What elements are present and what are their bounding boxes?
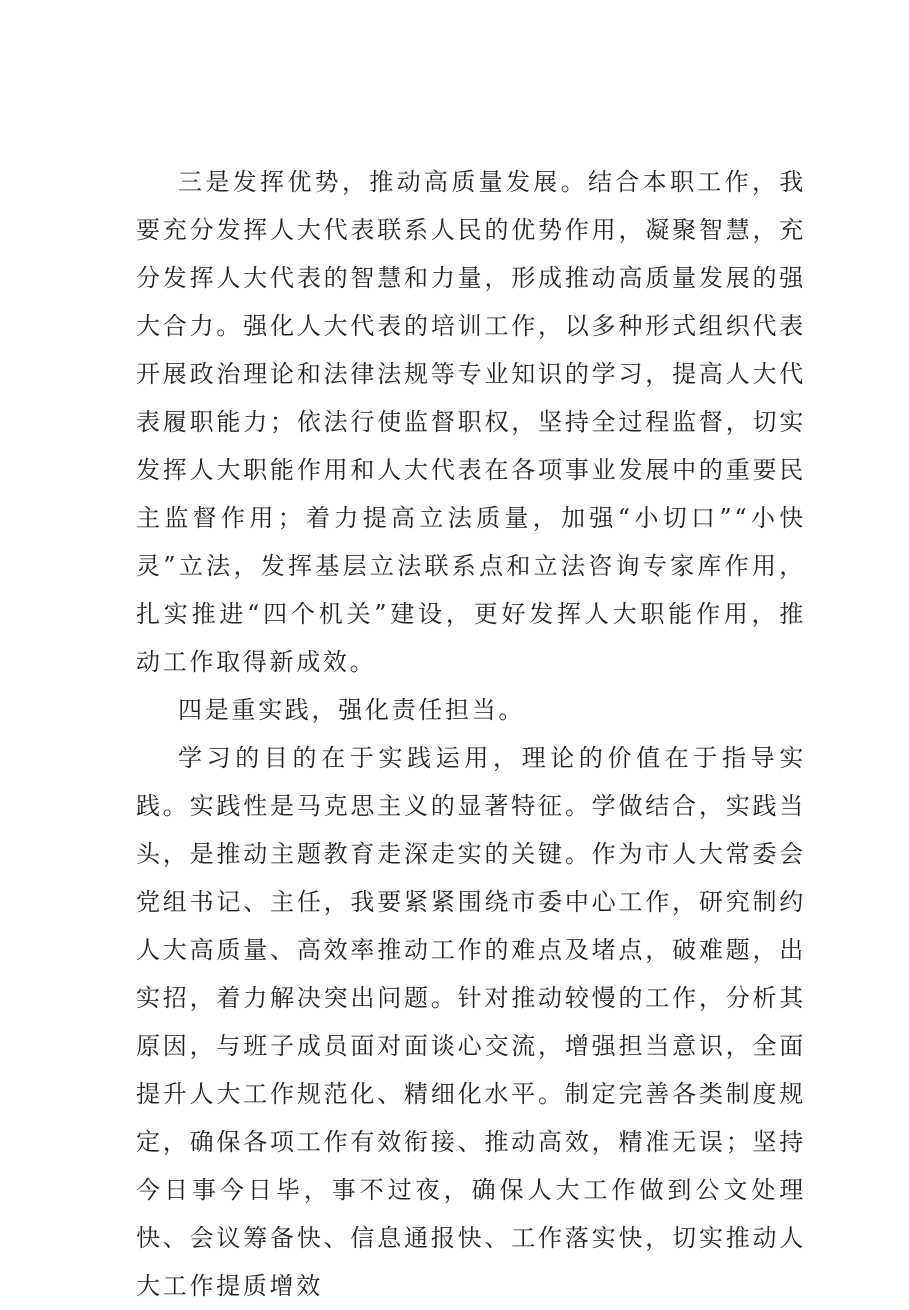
paragraph-study-practice: 学习的目的在于实践运用，理论的价值在于指导实践。实践性是马克思主义的显著特征。学做结合，实践当头，是推动主题教育走深走实的关键。作为市人大常委会党组书记、主任，我要紧紧围绕市委中心工作，研究制约人大高质量、高效率推动工作的难点及堵点，破难题，出实招，着力解决突出问题。针对推动较慢的工作，分析其原因，与班子成员面对面谈心交流，增强担当意识，全面提升人大工作规范化、精细化水平。制定完善各类制度规定，确保各项工作有效衔接、推动高效，精准无误；坚持今日事今日毕，事不过夜，确保人大工作做到公文处理快、会议筹备快、信息通报快、工作落实快，切实推动人大工作提质增效 bbox=[136, 744, 806, 1300]
document-body bbox=[136, 158, 806, 1310]
paragraph-heading-practice: 四是重实践，强化责任担当。 bbox=[178, 696, 526, 724]
paragraph-develop-advantages: 三是发挥优势，推动高质量发展。结合本职工作，我要充分发挥人大代表联系人民的优势作用，凝聚智慧，充分发挥人大代表的智慧和力量，形成推动高质量发展的强大合力。强化人大代表的培训工作，以多种形式组织代表开展政治理论和法律法规等专业知识的学习，提高人大代表履职能力；依法行使监督职权，坚持全过程监督，切实发挥人大职能作用和人大代表在各项事业发展中的重要民主监督作用；着力提高立法质量，加强“小切口”“小快灵”立法，发挥基层立法联系点和立法咨询专家库作用，扎实推进“四个机关”建设，更好发挥人大职能作用，推动工作取得新成效。 bbox=[136, 168, 806, 676]
